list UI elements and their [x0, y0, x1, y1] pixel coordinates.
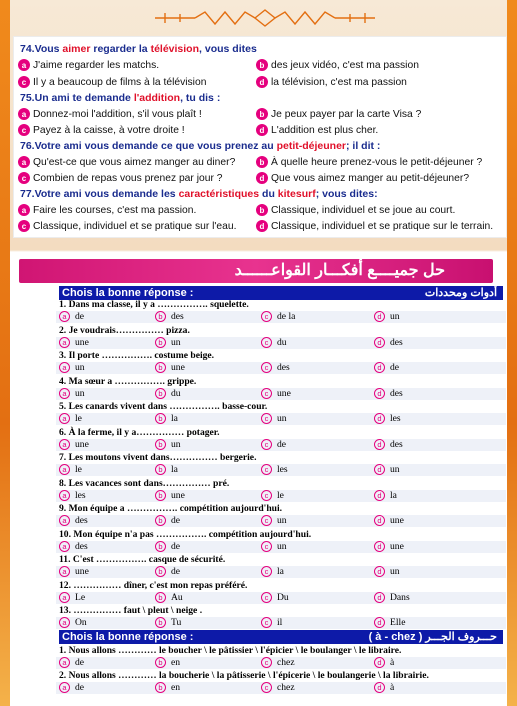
option-letter-badge: b — [155, 657, 166, 668]
option-letter-badge: b — [155, 439, 166, 450]
answer-option-b[interactable] — [155, 362, 185, 373]
answer-option-b[interactable] — [155, 439, 181, 450]
answer-option-b[interactable] — [155, 490, 185, 501]
option-letter-badge: c — [261, 439, 272, 450]
question-77: 77.Votre ami vous demande les caractéristiques du kitesurf; vous dites: — [20, 188, 378, 200]
option-text: des — [75, 540, 88, 552]
part2-header: Chois la bonne réponse : حـــروف الجـــر ( à - chez ) — [59, 630, 503, 644]
option-76d[interactable]: d Que vous aimez manger au petit-déjeuner? — [256, 172, 469, 184]
option-text: la — [277, 566, 284, 577]
answer-option-a[interactable] — [59, 490, 86, 501]
option-text: le — [75, 464, 82, 475]
option-75b[interactable]: b Je peux payer par la carte Visa ? — [256, 108, 421, 120]
option-letter-badge: a — [59, 337, 70, 348]
answer-option-c[interactable] — [261, 490, 284, 501]
option-letter-badge: d — [374, 490, 385, 501]
option-text: des — [171, 311, 184, 322]
part1-header: Chois la bonne réponse : أدوات ومحددات — [59, 286, 503, 300]
option-letter-badge: c — [261, 490, 272, 501]
answer-option-c[interactable] — [261, 362, 290, 373]
option-letter-badge: b — [155, 311, 166, 322]
option-text: en — [171, 657, 181, 668]
answer-option-d[interactable] — [374, 490, 397, 501]
answer-option-b[interactable] — [155, 541, 180, 552]
option-text: Elle — [390, 617, 406, 628]
option-letter-badge: d — [374, 515, 385, 526]
option-text: de — [277, 438, 287, 450]
option-letter-badge: a — [59, 362, 70, 373]
answer-option-c[interactable] — [261, 541, 287, 552]
option-text: à — [390, 657, 395, 668]
option-text: des — [390, 336, 403, 348]
answer-option-d[interactable] — [374, 566, 400, 577]
question-76: 76.Votre ami vous demande ce que vous prenez au petit-déjeuner; il dit : — [20, 140, 381, 152]
option-letter-badge: d — [374, 682, 385, 693]
question-text: 6. À la ferme, il y a…………… potager. — [59, 426, 220, 438]
option-letter-badge: b — [155, 592, 166, 603]
option-letter-badge: d — [374, 566, 385, 577]
option-76a[interactable]: a Qu'est-ce que vous aimez manger au diner? — [18, 156, 235, 168]
question-text: 13. …………… faut \ pleut \ neige . — [59, 605, 203, 616]
answer-option-c[interactable] — [261, 413, 287, 424]
answer-option-b[interactable] — [155, 592, 183, 603]
option-letter-badge: c — [261, 388, 272, 399]
option-letter-badge: b — [155, 337, 166, 348]
question-text: 1. Dans ma classe, il y a ……………. squelette. — [59, 299, 249, 310]
option-text: une — [75, 336, 89, 348]
option-77b[interactable]: b Classique, individuel et se joue au court. — [256, 204, 455, 216]
option-text: des — [75, 515, 88, 526]
answer-option-a[interactable] — [59, 337, 89, 348]
answer-option-a[interactable] — [59, 566, 89, 577]
answer-option-b[interactable] — [155, 657, 180, 668]
option-text: des — [390, 387, 403, 399]
option-letter-badge: d — [374, 337, 385, 348]
option-text: un — [171, 438, 181, 450]
option-letter-badge: c — [261, 515, 272, 526]
option-letter-badge: a — [59, 566, 70, 577]
option-letter-badge: b — [155, 413, 166, 424]
option-letter-badge: c — [261, 541, 272, 552]
option-letter-badge: b — [155, 464, 166, 475]
answer-option-c[interactable] — [261, 657, 295, 668]
answer-option-d[interactable] — [374, 682, 394, 693]
option-text: des — [277, 362, 290, 373]
option-text: une — [75, 566, 89, 577]
answer-option-b[interactable] — [155, 682, 180, 693]
option-text: la — [171, 413, 178, 424]
option-text: de — [75, 657, 85, 668]
option-77c[interactable]: c Classique, individuel et se pratique sur l'eau. — [18, 220, 236, 232]
option-75d[interactable]: d L'addition est plus cher. — [256, 124, 378, 136]
option-76b[interactable]: b À quelle heure prenez-vous le petit-déjeuner ? — [256, 156, 482, 168]
question-74: 74.Vous aimer regarder la télévision, vous dites — [20, 43, 257, 55]
option-text: Tu — [171, 617, 182, 628]
option-letter-badge: d — [374, 464, 385, 475]
option-letter-badge: c — [261, 592, 272, 603]
option-letter-badge: d — [374, 657, 385, 668]
answer-option-c[interactable] — [261, 439, 286, 450]
question-text: 2. Je voudrais…………… pizza. — [59, 324, 190, 336]
option-75a[interactable]: a Donnez-moi l'addition, s'il vous plaît ! — [18, 108, 202, 120]
option-text: une — [171, 489, 185, 501]
option-letter-badge: b — [155, 388, 166, 399]
option-text: de — [75, 311, 85, 322]
option-letter-badge: c — [261, 682, 272, 693]
question-text: 12. …………… dîner, c'est mon repas préféré. — [59, 579, 248, 591]
answer-option-c[interactable] — [261, 515, 287, 526]
option-letter-badge: b — [155, 515, 166, 526]
answer-option-d[interactable] — [374, 337, 403, 348]
option-text: Du — [277, 591, 289, 603]
option-text: un — [277, 540, 287, 552]
option-letter-badge: d — [374, 388, 385, 399]
option-text: les — [75, 489, 86, 501]
option-74a[interactable]: a J'aime regarder les matchs. — [18, 59, 159, 71]
left-border — [0, 0, 10, 706]
answer-option-b[interactable] — [155, 617, 181, 628]
option-text: les — [277, 464, 288, 475]
option-letter-badge: a — [59, 515, 70, 526]
option-text: à — [390, 682, 395, 693]
option-letter-badge: a — [59, 541, 70, 552]
option-letter-badge: a — [59, 388, 70, 399]
option-text: chez — [277, 682, 295, 693]
answer-option-a[interactable] — [59, 311, 84, 322]
answer-option-a[interactable] — [59, 682, 84, 693]
option-text: une — [277, 387, 291, 399]
option-text: la — [171, 464, 178, 475]
answer-option-b[interactable] — [155, 464, 178, 475]
option-75c[interactable]: c Payez à la caisse, à votre droite ! — [18, 124, 185, 136]
option-text: de — [171, 540, 181, 552]
option-text: On — [75, 617, 87, 628]
option-letter-badge: c — [261, 657, 272, 668]
option-letter-badge: c — [261, 464, 272, 475]
ornament-divider-icon — [155, 8, 375, 28]
question-text: 11. C'est ……………. casque de sécurité. — [59, 554, 226, 565]
question-text: 2. Nous allons ………… la boucherie \ la pâtisserie \ l'épicerie \ le boulangerie \ la librairie. — [59, 670, 429, 681]
question-text: 9. Mon équipe a ……………. compétition aujourd'hui. — [59, 503, 283, 514]
question-text: 10. Mon équipe n'a pas ……………. compétition aujourd'hui. — [59, 528, 312, 540]
right-border — [507, 0, 517, 706]
answer-option-d[interactable] — [374, 413, 401, 424]
answer-option-c[interactable] — [261, 617, 282, 628]
option-letter-badge: d — [374, 592, 385, 603]
situations-card — [13, 36, 507, 238]
option-text: une — [171, 362, 185, 373]
answer-option-a[interactable] — [59, 541, 88, 552]
option-letter-badge: c — [261, 413, 272, 424]
option-text: Dans — [390, 591, 410, 603]
option-text: du — [171, 387, 181, 399]
answer-option-c[interactable] — [261, 566, 284, 577]
answer-option-a[interactable] — [59, 388, 85, 399]
answer-option-d[interactable] — [374, 515, 404, 526]
option-text: il — [277, 617, 283, 628]
option-text: un — [390, 566, 400, 577]
answer-option-d[interactable] — [374, 311, 400, 322]
option-letter-badge: c — [261, 337, 272, 348]
answer-option-b[interactable] — [155, 515, 180, 526]
answer-option-d[interactable] — [374, 464, 400, 475]
answer-option-c[interactable] — [261, 337, 287, 348]
option-letter-badge: a — [59, 413, 70, 424]
option-text: le — [75, 413, 82, 424]
option-text: Au — [171, 591, 183, 603]
option-text: une — [390, 540, 404, 552]
option-text: chez — [277, 657, 295, 668]
answer-option-c[interactable] — [261, 311, 295, 322]
answer-option-d[interactable] — [374, 541, 404, 552]
answer-option-d[interactable] — [374, 439, 403, 450]
option-text: un — [390, 311, 400, 322]
answer-option-a[interactable] — [59, 413, 82, 424]
option-letter-badge: b — [155, 566, 166, 577]
answer-option-a[interactable] — [59, 362, 85, 373]
option-letter-badge: a — [59, 464, 70, 475]
option-text: de — [171, 566, 181, 577]
answer-option-d[interactable] — [374, 657, 394, 668]
option-letter-badge: a — [59, 617, 70, 628]
option-text: un — [75, 387, 85, 399]
option-text: du — [277, 336, 287, 348]
option-letter-badge: d — [374, 439, 385, 450]
question-text: 5. Les canards vivent dans ……………. basse-cour. — [59, 401, 268, 412]
option-text: en — [171, 682, 181, 693]
option-text: un — [277, 413, 287, 424]
answer-option-b[interactable] — [155, 311, 184, 322]
option-letter-badge: b — [155, 541, 166, 552]
option-letter-badge: c — [261, 362, 272, 373]
question-text: 1. Nous allons ………… le boucher \ le pâtissier \ l'épicier \ le boulanger \ le libraire. — [59, 645, 402, 656]
question-text: 4. Ma sœur a ……………. grippe. — [59, 375, 197, 387]
question-text: 3. Il porte ……………. costume beige. — [59, 350, 215, 361]
option-text: une — [75, 438, 89, 450]
option-77a[interactable]: a Faire les courses, c'est ma passion. — [18, 204, 196, 216]
answer-option-a[interactable] — [59, 515, 88, 526]
option-text: le — [277, 489, 284, 501]
answer-option-d[interactable] — [374, 592, 410, 603]
answer-option-c[interactable] — [261, 388, 291, 399]
answer-option-a[interactable] — [59, 592, 85, 603]
option-77d[interactable]: d Classique, individuel et se pratique sur le terrain. — [256, 220, 493, 232]
option-text: de la — [277, 311, 296, 322]
option-text: des — [390, 438, 403, 450]
option-76c[interactable]: c Combien de repas vous prenez par jour ? — [18, 172, 222, 184]
option-letter-badge: a — [59, 592, 70, 603]
answer-option-a[interactable] — [59, 657, 84, 668]
answer-option-a[interactable] — [59, 439, 89, 450]
option-letter-badge: d — [374, 362, 385, 373]
question-text: 8. Les vacances sont dans…………… pré. — [59, 477, 230, 489]
option-letter-badge: a — [59, 657, 70, 668]
option-letter-badge: d — [374, 311, 385, 322]
answer-option-d[interactable] — [374, 388, 403, 399]
option-letter-badge: a — [59, 311, 70, 322]
option-text: de — [390, 362, 400, 373]
answer-option-c[interactable] — [261, 682, 295, 693]
option-letter-badge: b — [155, 490, 166, 501]
option-letter-badge: d — [374, 541, 385, 552]
question-text: 7. Les moutons vivent dans…………… bergerie. — [59, 452, 257, 463]
answer-option-d[interactable] — [374, 362, 399, 373]
option-74c[interactable]: c Il y a beaucoup de films à la télévision — [18, 76, 206, 88]
option-text: un — [277, 515, 287, 526]
answer-option-a[interactable] — [59, 617, 87, 628]
answer-option-b[interactable] — [155, 413, 178, 424]
option-74b[interactable]: b des jeux vidéo, c'est ma passion — [256, 59, 419, 71]
answer-option-c[interactable] — [261, 592, 289, 603]
option-letter-badge: d — [374, 413, 385, 424]
option-text: un — [171, 336, 181, 348]
option-text: de — [75, 682, 85, 693]
question-75: 75.Un ami te demande l'addition, tu dis : — [20, 92, 221, 104]
option-text: de — [171, 515, 181, 526]
answer-option-b[interactable] — [155, 337, 181, 348]
option-text: la — [390, 489, 397, 501]
option-text: les — [390, 413, 401, 424]
answer-option-c[interactable] — [261, 464, 288, 475]
option-letter-badge: c — [261, 311, 272, 322]
section-banner: حل جميــــع أفكـــار القواعــــــد — [19, 259, 493, 283]
option-text: un — [75, 362, 85, 373]
option-letter-badge: b — [155, 682, 166, 693]
option-letter-badge: a — [59, 490, 70, 501]
option-letter-badge: b — [155, 362, 166, 373]
option-letter-badge: c — [261, 617, 272, 628]
answer-option-b[interactable] — [155, 566, 180, 577]
option-letter-badge: c — [261, 566, 272, 577]
option-text: Le — [75, 591, 86, 603]
answer-option-a[interactable] — [59, 464, 82, 475]
option-74d[interactable]: d la télévision, c'est ma passion — [256, 76, 407, 88]
option-letter-badge: b — [155, 617, 166, 628]
option-text: une — [390, 515, 404, 526]
option-letter-badge: a — [59, 439, 70, 450]
option-text: un — [390, 464, 400, 475]
option-letter-badge: d — [374, 617, 385, 628]
option-letter-badge: a — [59, 682, 70, 693]
answer-option-d[interactable] — [374, 617, 405, 628]
answer-option-b[interactable] — [155, 388, 181, 399]
